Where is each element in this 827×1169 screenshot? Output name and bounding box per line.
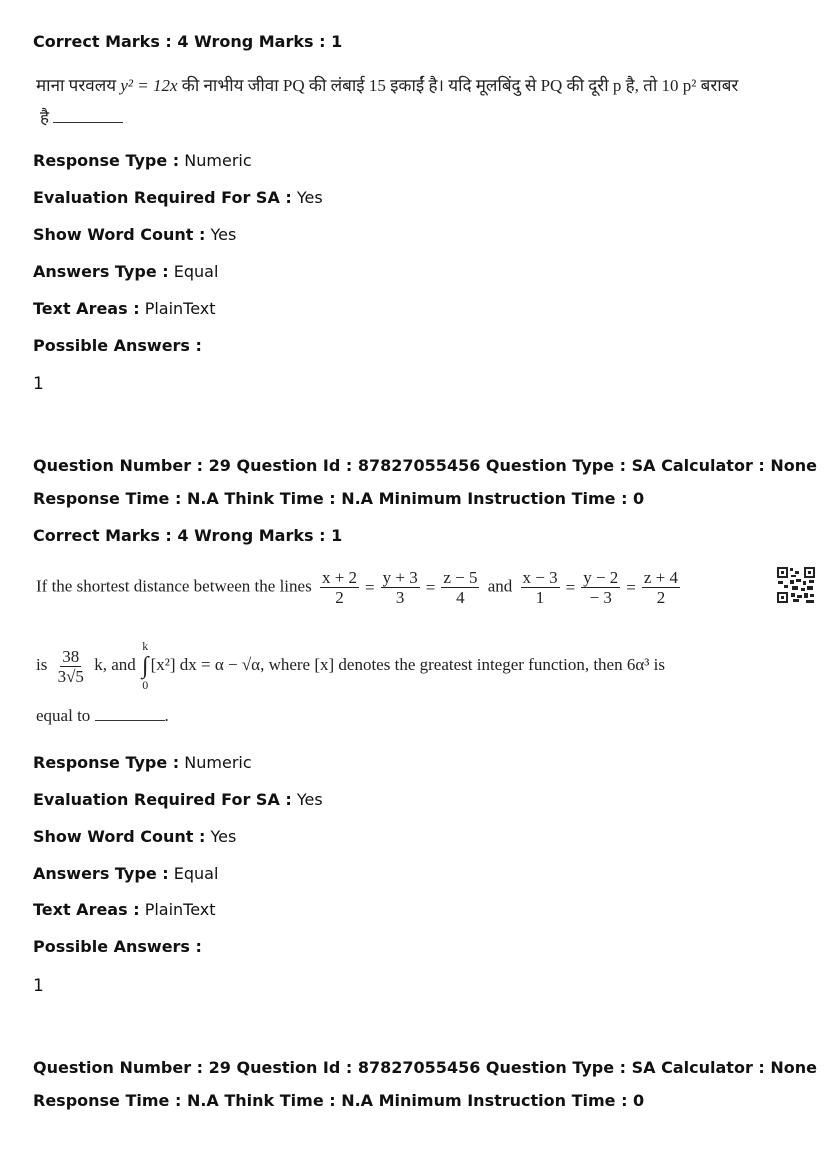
- fraction-numerator: z − 5: [443, 568, 478, 587]
- q1-text-post: बराबर: [700, 76, 739, 95]
- field-value: Equal: [173, 262, 219, 281]
- field-label: Response Type :: [33, 151, 180, 170]
- fraction-denominator: − 3: [589, 588, 612, 607]
- fraction-denominator: 2: [656, 588, 666, 607]
- field-answers-type: [33, 262, 218, 281]
- marks-line-1: Correct Marks : 4 Wrong Marks : 1: [33, 32, 343, 51]
- and-word: and: [487, 576, 513, 596]
- field-label: Evaluation Required For SA :: [33, 188, 292, 207]
- question-math-line2: [36, 640, 665, 692]
- fraction-x: [320, 568, 359, 607]
- field-text-areas: [33, 299, 216, 318]
- q2-intro: If the shortest distance between the lines: [36, 576, 312, 596]
- field-label: Text Areas :: [33, 299, 140, 318]
- response-time-line: Response Time : N.A Think Time : N.A Minimum Instruction Time : 0: [33, 1091, 645, 1110]
- field-show-word-count: [33, 225, 236, 244]
- field-text-areas: [33, 900, 216, 919]
- field-value: Yes: [210, 225, 237, 244]
- integral-sign: [142, 640, 149, 692]
- question-math-line3: equal to .: [36, 706, 169, 725]
- field-label: Answers Type :: [33, 864, 169, 883]
- field-value: Yes: [296, 790, 323, 809]
- question-text-hindi-line2: [40, 105, 123, 128]
- fraction-numerator: x + 2: [321, 568, 358, 587]
- fraction-y2: [581, 568, 620, 607]
- field-response-type: [33, 753, 252, 772]
- field-value: Numeric: [184, 151, 252, 170]
- fraction-numerator: z + 4: [643, 568, 679, 587]
- question-header: Question Number : 29 Question Id : 87827055456 Question Type : SA Calculator : None: [33, 456, 817, 475]
- q1-equation: y² = 12x: [120, 76, 178, 95]
- qr-code-icon: [776, 566, 816, 604]
- field-label: Show Word Count :: [33, 225, 206, 244]
- q2-tail: , where [x] denotes the greatest integer function, then 6α³ is: [260, 654, 665, 674]
- marks-line-2: Correct Marks : 4 Wrong Marks : 1: [33, 526, 343, 545]
- field-value: Yes: [296, 188, 323, 207]
- integral-lower-limit: 0: [142, 678, 149, 692]
- possible-answer-value: 1: [33, 976, 44, 996]
- integral-upper-limit: k: [142, 639, 149, 653]
- possible-answer-value: 1: [33, 374, 44, 394]
- fraction-denominator: 4: [456, 588, 465, 607]
- fraction-y: [381, 568, 420, 607]
- fraction-distance: [56, 647, 86, 686]
- field-label: Evaluation Required For SA :: [33, 790, 292, 809]
- field-label: Show Word Count :: [33, 827, 206, 846]
- field-evaluation-required: [33, 790, 323, 809]
- equals-sign: =: [425, 577, 436, 597]
- response-time-line: Response Time : N.A Think Time : N.A Minimum Instruction Time : 0: [33, 489, 645, 508]
- fraction-numerator: y − 2: [583, 568, 619, 587]
- field-response-type: [33, 151, 252, 170]
- field-possible-answers: [33, 937, 202, 956]
- equals-sign: =: [565, 577, 576, 597]
- field-value: Yes: [210, 827, 237, 846]
- question-math-line1: [36, 568, 684, 607]
- question-text-hindi: [36, 73, 738, 96]
- field-show-word-count: [33, 827, 236, 846]
- fraction-x2: [521, 568, 560, 607]
- q1-text-pre: माना परवलय: [36, 76, 117, 95]
- field-label: Text Areas :: [33, 900, 140, 919]
- question-header: Question Number : 29 Question Id : 87827055456 Question Type : SA Calculator : None: [33, 1058, 817, 1077]
- equal-to-text: equal to: [36, 706, 91, 725]
- fraction-z2: [642, 568, 680, 607]
- fraction-numerator: 38: [62, 646, 80, 666]
- field-possible-answers: [33, 336, 202, 355]
- field-value: PlainText: [144, 900, 216, 919]
- integrand: [x²] dx = α − √α: [150, 654, 261, 674]
- q1-text-mid: की नाभीय जीवा PQ की लंबाई 15 इकाईं है। यदि मूलबिंदु से PQ की दूरी p है, तो: [181, 76, 658, 95]
- equals-sign: =: [365, 577, 375, 597]
- answer-blank: [95, 720, 165, 721]
- k-and-text: k, and: [94, 654, 136, 674]
- fraction-denominator: 3√5: [57, 666, 84, 686]
- q1-line2: है: [40, 108, 50, 127]
- field-evaluation-required: [33, 188, 323, 207]
- equals-sign: =: [626, 577, 636, 597]
- field-label: Possible Answers :: [33, 937, 202, 956]
- field-label: Possible Answers :: [33, 336, 202, 355]
- fraction-z: [441, 568, 479, 607]
- field-label: Response Type :: [33, 753, 180, 772]
- is-word: is: [36, 654, 48, 674]
- field-value: Numeric: [184, 753, 252, 772]
- field-label: Answers Type :: [33, 262, 169, 281]
- fraction-numerator: y + 3: [382, 568, 418, 587]
- fraction-denominator: 2: [335, 588, 344, 607]
- field-value: Equal: [173, 864, 219, 883]
- fraction-denominator: 3: [395, 588, 405, 607]
- q1-expression: 10 p²: [661, 76, 697, 95]
- field-answers-type: [33, 864, 218, 883]
- fraction-denominator: 1: [535, 588, 545, 607]
- answer-blank: [53, 122, 123, 123]
- integral-symbol: ∫: [141, 653, 149, 679]
- fraction-numerator: x − 3: [522, 568, 558, 587]
- field-value: PlainText: [144, 299, 216, 318]
